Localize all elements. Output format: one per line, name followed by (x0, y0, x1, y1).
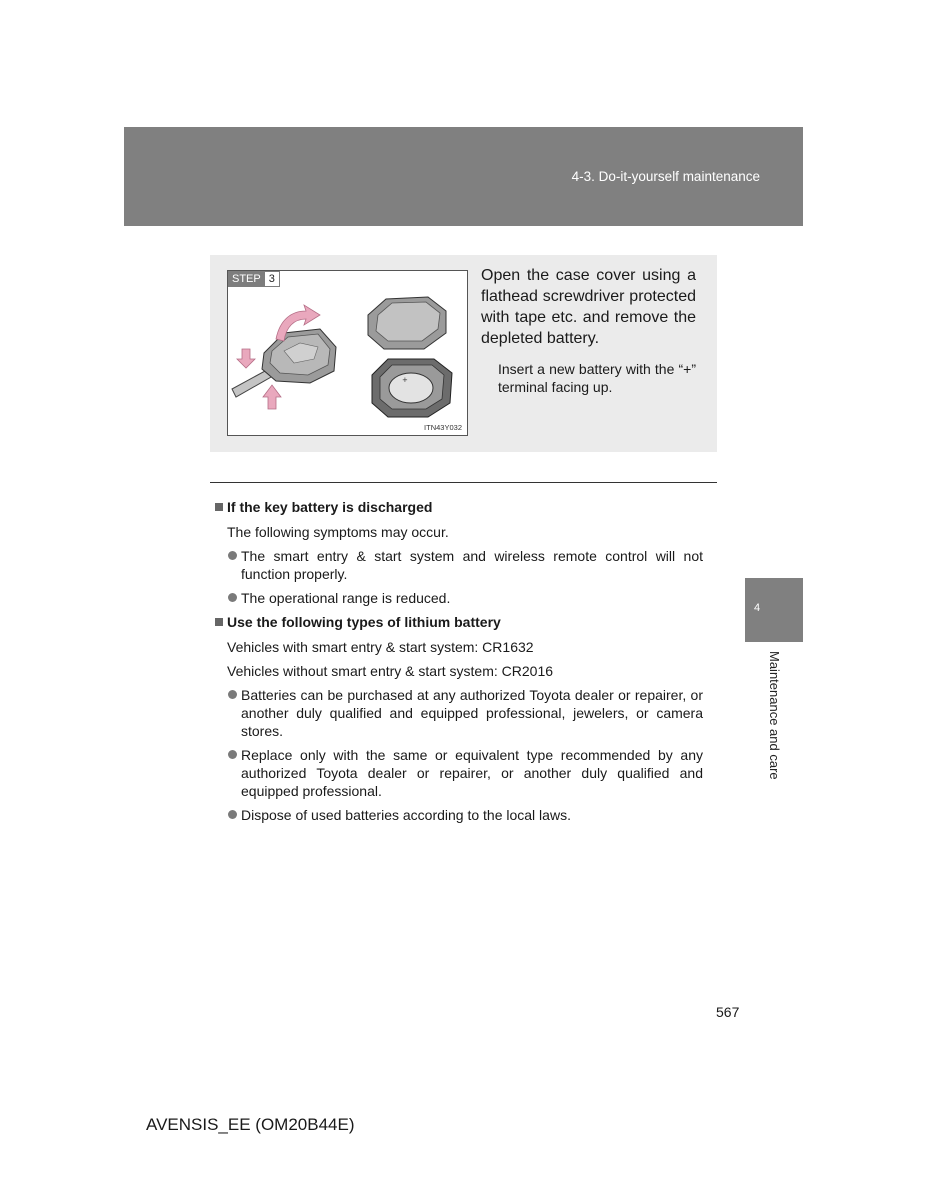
step-note: Insert a new battery with the “+” terminal facing up. (498, 361, 696, 395)
heading-text: If the key battery is discharged (227, 499, 433, 515)
section-heading (213, 613, 703, 631)
list-item (213, 589, 703, 607)
notes-content (213, 498, 703, 830)
list-item-text: The smart entry & start system and wireless remote control will not function properly. (241, 548, 703, 582)
step-number: 3 (265, 271, 280, 287)
section-divider (210, 482, 717, 483)
list-item (213, 547, 703, 583)
bullet-dot-icon (228, 810, 237, 819)
square-bullet-icon (215, 618, 223, 626)
heading-text: Use the following types of lithium battery (227, 614, 501, 630)
battery-holder (372, 359, 452, 417)
chapter-tab (745, 578, 803, 642)
header-bar (124, 127, 803, 226)
bullet-dot-icon (228, 593, 237, 602)
page-number: 567 (716, 1004, 740, 1020)
up-arrow (263, 385, 281, 409)
bullet-dot-icon (228, 690, 237, 699)
step-box (210, 255, 717, 452)
paragraph: Vehicles without smart entry & start system: CR2016 (227, 663, 554, 679)
down-arrow (237, 349, 255, 368)
list-item-text: Replace only with the same or equivalent type recommended by any authorized Toyota dealer or repairer, or another duly qualified and equipped professional. (241, 747, 703, 799)
chapter-number: 4 (754, 602, 761, 614)
list-item-text: The operational range is reduced. (241, 590, 451, 606)
bullet-dot-icon (228, 551, 237, 560)
svg-text:+: + (402, 376, 408, 384)
footer-model: AVENSIS_EE (OM20B44E) (146, 1115, 355, 1134)
section-heading (213, 498, 703, 516)
paragraph: The following symptoms may occur. (227, 524, 449, 540)
list-item (213, 806, 703, 824)
key-battery-illustration (228, 271, 467, 435)
step-instruction: Open the case cover using a flathead screwdriver protected with tape etc. and remove the depleted battery. (481, 267, 696, 347)
step-illustration (227, 270, 468, 436)
figure-code: ITN43Y032 (424, 423, 462, 432)
chapter-label: Maintenance and care (767, 651, 782, 780)
square-bullet-icon (215, 503, 223, 511)
key-cover (368, 297, 446, 349)
key-case-open (262, 329, 336, 383)
bullet-dot-icon (228, 750, 237, 759)
section-title: 4-3. Do-it-yourself maintenance (571, 169, 760, 184)
list-item-text: Batteries can be purchased at any authorized Toyota dealer or repairer, or another duly qualified and equipped professional, jewelers, or camera stores. (241, 687, 703, 739)
list-item-text: Dispose of used batteries according to the local laws. (241, 807, 571, 823)
list-item (213, 746, 703, 800)
coin-battery (389, 373, 433, 403)
step-word: STEP (228, 271, 265, 287)
list-item (213, 686, 703, 740)
paragraph: Vehicles with smart entry & start system: CR1632 (227, 639, 534, 655)
